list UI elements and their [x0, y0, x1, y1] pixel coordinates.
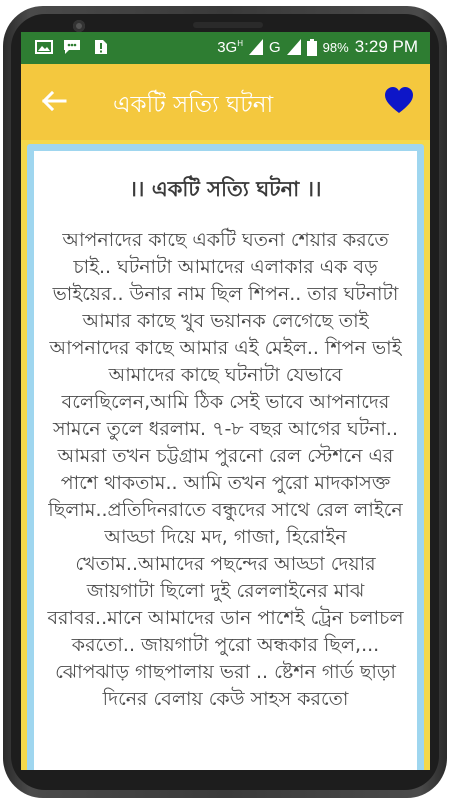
- earpiece-speaker: [193, 22, 263, 28]
- arrow-left-icon[interactable]: [35, 84, 71, 120]
- front-camera: [73, 20, 85, 32]
- clock: 3:29 PM: [354, 37, 418, 56]
- story-card: [34, 151, 417, 770]
- app-bar: [21, 64, 430, 140]
- system-status: [217, 37, 418, 57]
- heart-icon[interactable]: [384, 86, 414, 116]
- story-body: আপনাদের কাছে একটি ঘতনা শেয়ার করতে চাই.. ঘটনাটা আমাদের এলাকার এক বড় ভাইয়ের.. উনার নাম ছিল শিপন.. তার ঘটনাটা আমার কাছে খুব ভয়ানক লেগেছে তাই আপনাদের কাছে আমার এই মেইল.. শিপন ভাই আমাদের কাছে ঘটনাটা যেভাবে বলেছিলেন,আমি ঠিক সেই ভাবে আপনাদের সামনে তুলে ধরলাম. ৭-৮ বছর আগের ঘটনা.. আমরা তখন চট্টগ্রাম পুরনো রেল স্টেশনে এর পাশে থাকতাম.. আমি তখন পুরো মাদকাসক্ত ছিলাম..প্রতিদিনরাতে বন্ধুদের সাথে রেল লাইনে আড্ডা দিয়ে মদ, গাজা, হিরোইন খেতাম..আমাদের পছন্দের আড্ডা দেয়ার জায়গাটা ছিলো দুই রেললাইনের মাঝ বরাবর..মানে আমাদের ডান পাশেই ট্রেন চলাচল করতো.. জায়গাটা পুরো অন্ধকার ছিল,... ঝোপঝাড় গাছপালায় ভরা .. ষ্টেশন গার্ড ছাড়া দিনের বেলায় কেউ সাহস করতো: [47, 229, 404, 710]
- story-card-frame: [27, 144, 424, 770]
- message-icon: [63, 39, 81, 55]
- screen: [21, 32, 430, 770]
- network2-label: G: [268, 38, 281, 56]
- alert-icon: [91, 39, 109, 55]
- signal-icon: [249, 39, 263, 55]
- signal2-icon: [287, 39, 301, 55]
- status-bar: [21, 32, 430, 64]
- notification-icons: [35, 39, 109, 55]
- image-icon: [35, 39, 53, 55]
- battery-level: 98%: [322, 39, 349, 55]
- battery-icon: [307, 39, 317, 56]
- story-heading: ।। একটি সত্যি ঘটনা ।।: [129, 177, 322, 201]
- network-label: $3G^H$: [217, 38, 243, 56]
- page-title: একটি সত্যি ঘটনা: [113, 92, 274, 118]
